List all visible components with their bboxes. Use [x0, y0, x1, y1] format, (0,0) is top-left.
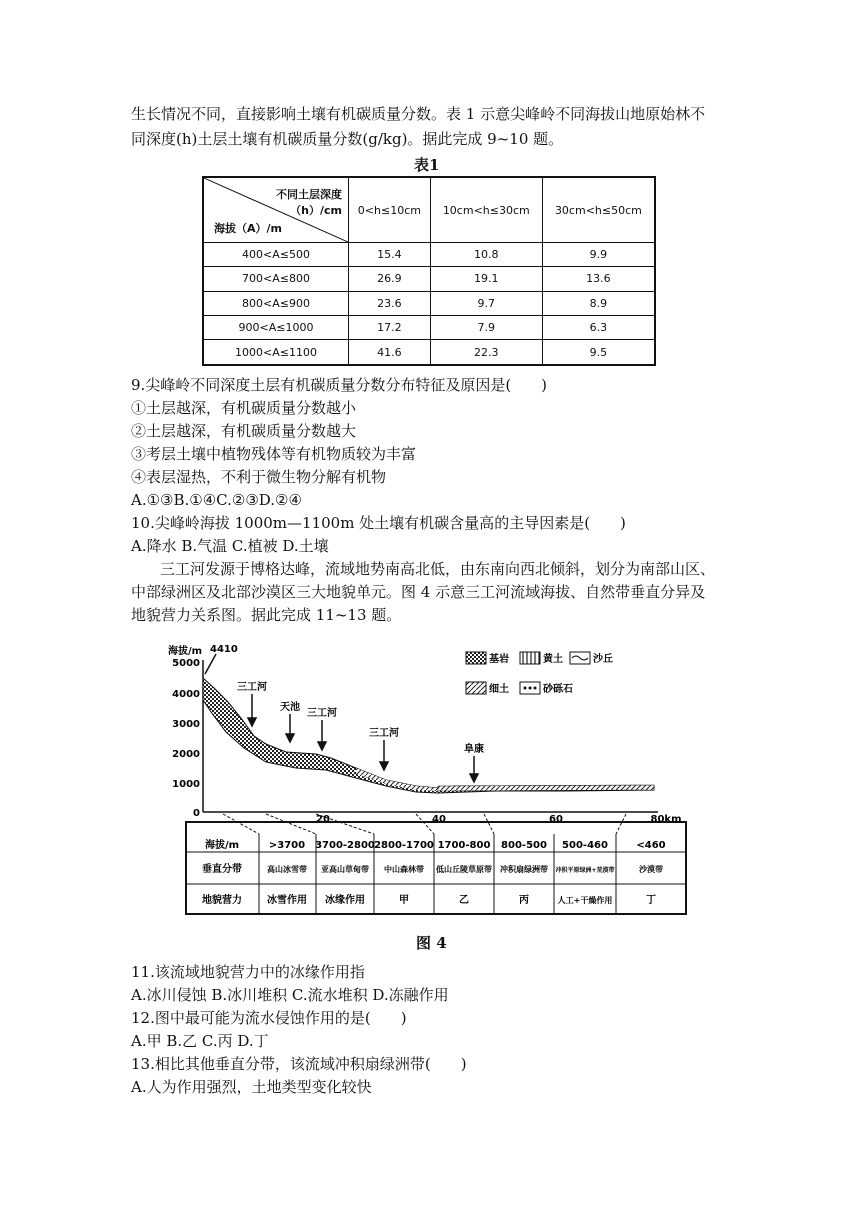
place-label: 天池 — [280, 702, 300, 713]
zone-cell: 沙漠带 — [639, 865, 663, 874]
table1-header-unit: （h）/cm — [290, 204, 342, 217]
table1-value-cell: 22.3 — [430, 340, 542, 365]
legend-label: 砂砾石 — [543, 684, 573, 695]
q10-stem: 10.尖峰岭海拔 1000m—1100m 处土壤有机碳含量高的主导因素是( ) — [131, 514, 626, 532]
altitude-cell: 2800-1700 — [374, 840, 434, 851]
arrow — [248, 718, 256, 726]
legend-gravel-dot — [529, 687, 532, 690]
altitude-cell: 500-460 — [562, 840, 608, 851]
table1-value-cell: 9.7 — [430, 291, 542, 315]
zone-cell: 高山冰雪带 — [267, 865, 307, 874]
zone-cell: 亚高山草甸带 — [321, 865, 369, 874]
table1-value-cell: 6.3 — [542, 315, 655, 339]
peak-arrow — [205, 654, 216, 674]
arrow — [286, 734, 294, 742]
altitude-cell: 800-500 — [501, 840, 547, 851]
altitude-cell: <460 — [636, 840, 666, 851]
table1-value-cell: 17.2 — [349, 315, 431, 339]
table1-altitude-cell: 700<A≤800 — [203, 267, 349, 291]
place-label: 三工河 — [237, 682, 267, 693]
zone-row-label: 地貌营力 — [202, 895, 242, 906]
q9-stem: 9.尖峰岭不同深度土层有机碳质量分数分布特征及原因是( ) — [131, 376, 548, 394]
place-label: 三工河 — [369, 728, 399, 739]
y-tick-label: 1000 — [172, 779, 200, 790]
force-cell: 乙 — [459, 895, 469, 906]
table1-altitude-cell: 400<A≤500 — [203, 243, 349, 267]
x-tick-label: 80km — [650, 814, 682, 825]
table1-value-cell: 9.9 — [542, 243, 655, 267]
force-cell: 冰缘作用 — [325, 895, 365, 906]
y-tick-label: 4000 — [172, 689, 200, 700]
passage-line-2: 中部绿洲区及北部沙漠区三大地貌单元。图 4 示意三工河流域海拔、自然带垂直分异及 — [131, 583, 706, 601]
zone-cell: 中山森林带 — [384, 865, 424, 874]
q12-choices: A.甲 B.乙 C.丙 D.丁 — [131, 1032, 269, 1050]
q13-option-a: A.人为作用强烈，土地类型变化较快 — [131, 1078, 372, 1096]
table1-altitude-cell: 1000<A≤1100 — [203, 340, 349, 365]
table1-value-cell: 13.6 — [542, 267, 655, 291]
q9-option-2: ②土层越深，有机碳质量分数越大 — [131, 422, 357, 440]
table1-value-cell: 41.6 — [349, 340, 431, 365]
intro-line-1: 生长情况不同，直接影响土壤有机碳质量分数。表 1 示意尖峰岭不同海拔山地原始林不 — [131, 105, 706, 123]
y-tick-label: 2000 — [172, 749, 200, 760]
zone-cell: 低山丘陵草原带 — [436, 865, 492, 874]
table1-col-header: 0<h≤10cm — [349, 177, 431, 243]
zone-row-label: 海拔/m — [204, 840, 240, 851]
table-row — [203, 315, 655, 339]
sand-gravel-layer — [438, 785, 654, 791]
table-row — [203, 291, 655, 315]
q9-option-3: ③考层土壤中植物残体等有机物质较为丰富 — [131, 445, 417, 463]
q10-choices: A.降水 B.气温 C.植被 D.土壤 — [131, 537, 329, 555]
table-row — [203, 243, 655, 267]
legend-gravel-dot — [524, 687, 527, 690]
q11-choices: A.冰川侵蚀 B.冰川堆积 C.流水堆积 D.冻融作用 — [131, 986, 449, 1004]
table1-value-cell: 9.5 — [542, 340, 655, 365]
q9-choices: A.①③B.①④C.②③D.②④ — [131, 491, 302, 509]
connector-line — [484, 814, 494, 834]
connector-line — [616, 814, 626, 834]
place-label: 阜康 — [464, 744, 484, 755]
table1-value-cell: 10.8 — [430, 243, 542, 267]
x-tick-label: 40 — [432, 814, 446, 825]
force-cell: 冰雪作用 — [267, 895, 307, 906]
table1-diagonal-header — [203, 177, 349, 243]
legend-loess-swatch — [520, 652, 540, 664]
table-row — [203, 340, 655, 365]
force-cell: 人工+干燥作用 — [557, 896, 613, 905]
table1-col-header: 10cm<h≤30cm — [430, 177, 542, 243]
terrain-profile — [203, 678, 654, 793]
table1-value-cell: 23.6 — [349, 291, 431, 315]
place-label: 三工河 — [307, 708, 337, 719]
legend-label: 细土 — [489, 684, 509, 695]
peak-label: 4410 — [210, 644, 238, 655]
q12-stem: 12.图中最可能为流水侵蚀作用的是( ) — [131, 1009, 407, 1027]
legend-label: 基岩 — [489, 654, 509, 665]
table1-altitude-cell: 900<A≤1000 — [203, 315, 349, 339]
legend-gravel-dot — [534, 687, 537, 690]
table1-caption: 表1 — [414, 156, 440, 174]
zone-row-label: 垂直分带 — [202, 864, 242, 875]
connector-line — [223, 814, 259, 834]
zone-cell: 冲积平原绿洲+荒漠带 — [555, 867, 615, 874]
y-axis-label: 海拔/m — [168, 646, 203, 657]
q9-option-4: ④表层湿热，不利于微生物分解有机物 — [131, 468, 387, 486]
legend-label: 黄土 — [543, 654, 563, 665]
legend-bedrock-swatch — [466, 652, 486, 664]
table1-value-cell: 8.9 — [542, 291, 655, 315]
y-tick-label: 0 — [193, 808, 200, 819]
passage-line-3: 地貌营力关系图。据此完成 11~13 题。 — [131, 606, 402, 624]
q13-stem: 13.相比其他垂直分带，该流域冲积扇绿洲带( ) — [131, 1055, 467, 1073]
passage-line-1: 三工河发源于博格达峰，流域地势南高北低，由东南向西北倾斜，划分为南部山区、 — [160, 560, 716, 578]
figure4-caption: 图 4 — [416, 934, 447, 952]
force-cell: 甲 — [399, 895, 409, 906]
arrow — [470, 774, 478, 782]
table1-value-cell: 19.1 — [430, 267, 542, 291]
intro-line-2: 同深度(h)土层土壤有机碳质量分数(g/kg)。据此完成 9~10 题。 — [131, 130, 564, 148]
y-tick-label: 3000 — [172, 719, 200, 730]
table1-value-cell: 26.9 — [349, 267, 431, 291]
zone-cell: 冲积扇绿洲带 — [500, 865, 548, 874]
altitude-cell: 3700-2800 — [315, 840, 375, 851]
q9-option-1: ①土层越深，有机碳质量分数越小 — [131, 399, 357, 417]
table1-value-cell: 7.9 — [430, 315, 542, 339]
table-1 — [202, 176, 656, 366]
altitude-cell: 1700-800 — [437, 840, 491, 851]
table1-header-altitude: 海拔（A）/m — [214, 222, 282, 235]
force-cell: 丙 — [519, 895, 529, 906]
legend-label: 沙丘 — [593, 654, 613, 665]
q11-stem: 11.该流域地貌营力中的冰缘作用指 — [131, 963, 365, 981]
connector-line — [266, 814, 316, 834]
force-cell: 丁 — [646, 895, 656, 906]
arrow — [318, 742, 326, 750]
table1-header-depth: 不同土层深度 — [276, 188, 342, 201]
table1-value-cell: 15.4 — [349, 243, 431, 267]
altitude-cell: >3700 — [268, 840, 306, 851]
y-tick-label: 5000 — [172, 658, 200, 669]
x-tick-label: 20 — [316, 814, 330, 825]
arrow — [380, 762, 388, 770]
figure-4 — [166, 640, 706, 920]
x-tick-label: 60 — [549, 814, 563, 825]
table-row — [203, 267, 655, 291]
table1-altitude-cell: 800<A≤900 — [203, 291, 349, 315]
legend-fine-soil-swatch — [466, 682, 486, 694]
table1-col-header: 30cm<h≤50cm — [542, 177, 655, 243]
